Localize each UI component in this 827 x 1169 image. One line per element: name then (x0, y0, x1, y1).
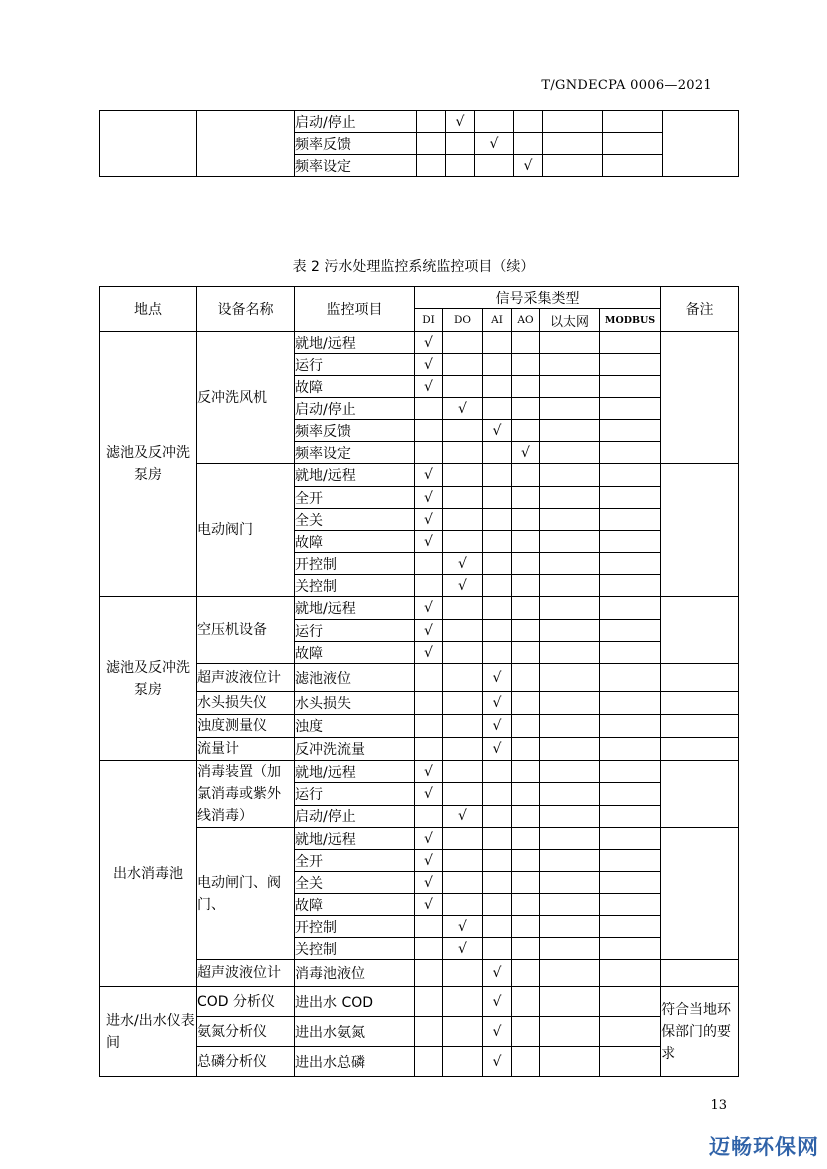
device-cell (197, 111, 295, 177)
signal-cell (475, 155, 514, 177)
signal-cell (512, 575, 540, 597)
signal-cell (512, 828, 540, 850)
signal-cell (540, 1017, 600, 1047)
signal-cell: √ (415, 620, 443, 642)
signal-cell (543, 111, 603, 133)
signal-cell (415, 987, 443, 1017)
signal-cell (540, 575, 600, 597)
signal-cell (540, 487, 600, 509)
device-cell: 超声波液位计 (197, 664, 295, 692)
page-number: 13 (710, 1098, 727, 1113)
header-signal-modbus: MODBUS (600, 309, 661, 332)
signal-cell (483, 464, 512, 487)
signal-cell (540, 398, 600, 420)
monitor-item: 频率设定 (295, 155, 417, 177)
monitor-item: 开控制 (295, 553, 415, 575)
signal-cell (600, 509, 661, 531)
monitor-item: 进出水总磷 (295, 1047, 415, 1077)
monitor-item: 关控制 (295, 938, 415, 960)
signal-cell (600, 376, 661, 398)
monitor-item: 故障 (295, 894, 415, 916)
signal-cell (512, 916, 540, 938)
signal-cell (600, 1017, 661, 1047)
signal-cell: √ (475, 133, 514, 155)
device-cell: 电动阀门 (197, 464, 295, 597)
signal-cell (540, 715, 600, 738)
signal-cell (415, 805, 443, 827)
signal-cell: √ (483, 692, 512, 715)
monitor-item: 全开 (295, 850, 415, 872)
table-row (100, 111, 739, 133)
signal-cell (540, 783, 600, 805)
signal-cell (600, 828, 661, 850)
signal-cell: √ (483, 715, 512, 738)
signal-cell (483, 620, 512, 642)
monitor-item: 运行 (295, 354, 415, 376)
signal-cell (446, 155, 475, 177)
signal-cell (540, 850, 600, 872)
signal-cell (600, 894, 661, 916)
signal-cell: √ (514, 155, 543, 177)
signal-cell (603, 155, 663, 177)
signal-cell (483, 575, 512, 597)
monitor-item: 开控制 (295, 916, 415, 938)
signal-cell (443, 960, 483, 987)
signal-cell (443, 894, 483, 916)
signal-cell: √ (443, 398, 483, 420)
signal-cell (540, 692, 600, 715)
signal-cell: √ (483, 987, 512, 1017)
signal-cell (600, 553, 661, 575)
header-item: 监控项目 (295, 287, 415, 332)
signal-cell (417, 155, 446, 177)
signal-cell (417, 133, 446, 155)
signal-cell (603, 111, 663, 133)
signal-cell (543, 133, 603, 155)
monitor-item: 消毒池液位 (295, 960, 415, 987)
signal-cell (540, 960, 600, 987)
signal-cell (443, 420, 483, 442)
signal-cell: √ (443, 938, 483, 960)
signal-cell: √ (415, 376, 443, 398)
signal-cell (512, 464, 540, 487)
signal-cell: √ (483, 1017, 512, 1047)
signal-cell (415, 1047, 443, 1077)
signal-cell (443, 692, 483, 715)
signal-cell (543, 155, 603, 177)
signal-cell (512, 692, 540, 715)
monitor-item: 水头损失 (295, 692, 415, 715)
signal-cell (483, 398, 512, 420)
device-cell: 超声波液位计 (197, 960, 295, 987)
signal-cell (443, 354, 483, 376)
monitor-item: 频率反馈 (295, 133, 417, 155)
signal-cell (600, 960, 661, 987)
signal-cell (415, 575, 443, 597)
signal-cell (415, 916, 443, 938)
monitor-item: 频率设定 (295, 442, 415, 464)
signal-cell (600, 420, 661, 442)
signal-cell (475, 111, 514, 133)
monitor-item: 滤池液位 (295, 664, 415, 692)
signal-cell (512, 487, 540, 509)
note-cell (661, 664, 739, 692)
signal-cell (512, 872, 540, 894)
signal-cell (600, 642, 661, 664)
signal-cell (483, 553, 512, 575)
signal-cell (483, 761, 512, 783)
table-row (100, 761, 739, 783)
note-cell (661, 597, 739, 664)
monitor-item: 故障 (295, 531, 415, 553)
signal-cell: √ (415, 332, 443, 354)
note-cell (661, 464, 739, 597)
signal-cell (540, 894, 600, 916)
signal-cell (483, 894, 512, 916)
signal-cell (512, 805, 540, 827)
signal-cell (540, 938, 600, 960)
signal-cell (600, 692, 661, 715)
signal-cell (512, 398, 540, 420)
signal-cell (512, 1017, 540, 1047)
signal-cell (512, 376, 540, 398)
monitor-item: 进出水氨氮 (295, 1017, 415, 1047)
signal-cell (483, 509, 512, 531)
signal-cell (512, 332, 540, 354)
location-cell (100, 111, 197, 177)
device-cell: 消毒装置（加氯消毒或紫外线消毒） (197, 761, 295, 828)
monitoring-items-table (99, 286, 739, 1077)
note-cell: 符合当地环保部门的要求 (661, 987, 739, 1077)
signal-cell (483, 872, 512, 894)
signal-cell (603, 133, 663, 155)
signal-cell (600, 354, 661, 376)
signal-cell (512, 664, 540, 692)
signal-cell (600, 442, 661, 464)
signal-cell (600, 938, 661, 960)
signal-cell (443, 531, 483, 553)
signal-cell (600, 872, 661, 894)
monitor-item: 就地/远程 (295, 828, 415, 850)
header-signal-ai: AI (483, 309, 512, 332)
monitor-item: 进出水 COD (295, 987, 415, 1017)
signal-cell: √ (415, 487, 443, 509)
header-signal-do: DO (443, 309, 483, 332)
signal-cell (415, 442, 443, 464)
device-cell: 水头损失仪 (197, 692, 295, 715)
signal-cell (540, 376, 600, 398)
signal-cell (600, 715, 661, 738)
signal-cell: √ (443, 553, 483, 575)
monitor-item: 关控制 (295, 575, 415, 597)
signal-cell (512, 1047, 540, 1077)
signal-cell (443, 664, 483, 692)
signal-cell: √ (483, 420, 512, 442)
table-row (100, 597, 739, 620)
signal-cell: √ (415, 354, 443, 376)
signal-cell: √ (443, 805, 483, 827)
signal-cell (512, 620, 540, 642)
device-cell: 氨氮分析仪 (197, 1017, 295, 1047)
signal-cell: √ (415, 597, 443, 620)
signal-cell: √ (415, 894, 443, 916)
signal-cell: √ (415, 761, 443, 783)
signal-cell: √ (415, 531, 443, 553)
signal-cell: √ (512, 442, 540, 464)
header-signal-di: DI (415, 309, 443, 332)
signal-cell (540, 1047, 600, 1077)
device-cell: 反冲洗风机 (197, 332, 295, 464)
document-code: T/GNDECPA 0006—2021 (541, 78, 712, 93)
note-cell (661, 828, 739, 960)
signal-cell (483, 376, 512, 398)
header-signal-ethernet: 以太网 (540, 309, 600, 332)
signal-cell: √ (415, 783, 443, 805)
signal-cell (512, 531, 540, 553)
signal-cell: √ (415, 642, 443, 664)
signal-cell: √ (443, 916, 483, 938)
signal-cell (483, 442, 512, 464)
header-signal-ao: AO (512, 309, 540, 332)
signal-cell (540, 987, 600, 1017)
signal-cell: √ (415, 850, 443, 872)
signal-cell (512, 938, 540, 960)
device-cell: 浊度测量仪 (197, 715, 295, 738)
signal-cell (483, 850, 512, 872)
signal-cell (540, 738, 600, 761)
signal-cell (483, 487, 512, 509)
table-continuation-top (99, 110, 739, 177)
signal-cell (600, 464, 661, 487)
signal-cell (540, 332, 600, 354)
signal-cell (512, 960, 540, 987)
signal-cell (443, 850, 483, 872)
signal-cell (483, 597, 512, 620)
note-cell (661, 960, 739, 987)
signal-cell (512, 783, 540, 805)
monitor-item: 反冲洗流量 (295, 738, 415, 761)
signal-cell (540, 805, 600, 827)
note-cell (663, 111, 739, 177)
signal-cell: √ (415, 828, 443, 850)
signal-cell (600, 664, 661, 692)
monitor-item: 全开 (295, 487, 415, 509)
header-signal-group: 信号采集类型 (415, 287, 661, 309)
location-cell: 滤池及反冲洗泵房 (100, 332, 197, 597)
note-cell (661, 692, 739, 715)
signal-cell (512, 420, 540, 442)
signal-cell: √ (483, 1047, 512, 1077)
monitor-item: 运行 (295, 620, 415, 642)
watermark-logo: 迈畅环保网 (709, 1135, 819, 1159)
location-cell: 出水消毒池 (100, 761, 197, 987)
signal-cell (443, 987, 483, 1017)
monitor-item: 浊度 (295, 715, 415, 738)
monitor-item: 启动/停止 (295, 111, 417, 133)
signal-cell (483, 332, 512, 354)
signal-cell (483, 783, 512, 805)
signal-cell (512, 761, 540, 783)
signal-cell (512, 597, 540, 620)
signal-cell (483, 916, 512, 938)
signal-cell: √ (483, 738, 512, 761)
signal-cell (540, 464, 600, 487)
signal-cell (512, 354, 540, 376)
monitor-item: 全关 (295, 872, 415, 894)
note-cell (661, 738, 739, 761)
signal-cell (540, 420, 600, 442)
signal-cell (443, 642, 483, 664)
signal-cell (512, 509, 540, 531)
signal-cell (600, 531, 661, 553)
signal-cell (443, 738, 483, 761)
signal-cell (540, 442, 600, 464)
signal-cell: √ (443, 575, 483, 597)
header-location: 地点 (100, 287, 197, 332)
signal-cell (600, 597, 661, 620)
header-device: 设备名称 (197, 287, 295, 332)
signal-cell (443, 620, 483, 642)
note-cell (661, 332, 739, 464)
device-cell: 空压机设备 (197, 597, 295, 664)
signal-cell (600, 987, 661, 1017)
monitor-item: 故障 (295, 376, 415, 398)
location-cell: 滤池及反冲洗泵房 (100, 597, 197, 761)
signal-cell (415, 664, 443, 692)
signal-cell: √ (415, 464, 443, 487)
monitor-item: 运行 (295, 783, 415, 805)
signal-cell (540, 509, 600, 531)
monitor-item: 故障 (295, 642, 415, 664)
signal-cell (483, 531, 512, 553)
signal-cell (540, 597, 600, 620)
signal-cell (483, 354, 512, 376)
signal-cell (600, 916, 661, 938)
signal-cell (443, 464, 483, 487)
signal-cell (514, 111, 543, 133)
signal-cell (512, 553, 540, 575)
signal-cell (443, 1047, 483, 1077)
signal-cell (443, 487, 483, 509)
signal-cell (540, 828, 600, 850)
signal-cell (600, 1047, 661, 1077)
signal-cell (415, 398, 443, 420)
signal-cell (415, 420, 443, 442)
signal-cell: √ (483, 960, 512, 987)
signal-cell (415, 738, 443, 761)
signal-cell (443, 715, 483, 738)
monitor-item: 就地/远程 (295, 332, 415, 354)
signal-cell (600, 783, 661, 805)
signal-cell (512, 738, 540, 761)
signal-cell (415, 553, 443, 575)
signal-cell (443, 828, 483, 850)
monitor-item: 启动/停止 (295, 805, 415, 827)
signal-cell (600, 850, 661, 872)
signal-cell (443, 597, 483, 620)
device-cell: COD 分析仪 (197, 987, 295, 1017)
signal-cell (443, 761, 483, 783)
signal-cell (600, 738, 661, 761)
signal-cell (443, 1017, 483, 1047)
header-note: 备注 (661, 287, 739, 332)
signal-cell (600, 761, 661, 783)
signal-cell (540, 664, 600, 692)
signal-cell (512, 642, 540, 664)
note-cell (661, 715, 739, 738)
signal-cell: √ (483, 664, 512, 692)
device-cell: 总磷分析仪 (197, 1047, 295, 1077)
monitor-item: 启动/停止 (295, 398, 415, 420)
signal-cell (600, 332, 661, 354)
signal-cell (600, 805, 661, 827)
signal-cell (415, 1017, 443, 1047)
signal-cell (540, 620, 600, 642)
table-row (100, 987, 739, 1017)
signal-cell (512, 850, 540, 872)
signal-cell (483, 805, 512, 827)
table-row (100, 332, 739, 354)
signal-cell (540, 872, 600, 894)
signal-cell: √ (415, 872, 443, 894)
signal-cell: √ (415, 509, 443, 531)
signal-cell (415, 715, 443, 738)
signal-cell (600, 575, 661, 597)
table-caption: 表 2 污水处理监控系统监控项目（续） (292, 259, 535, 275)
signal-cell (540, 916, 600, 938)
signal-cell (540, 553, 600, 575)
signal-cell (446, 133, 475, 155)
monitor-item: 频率反馈 (295, 420, 415, 442)
signal-cell (600, 620, 661, 642)
note-cell (661, 761, 739, 828)
signal-cell (443, 509, 483, 531)
monitor-item: 就地/远程 (295, 761, 415, 783)
monitor-item: 就地/远程 (295, 597, 415, 620)
signal-cell (540, 354, 600, 376)
signal-cell (540, 642, 600, 664)
monitor-item: 就地/远程 (295, 464, 415, 487)
signal-cell (443, 872, 483, 894)
signal-cell (443, 783, 483, 805)
signal-cell (540, 761, 600, 783)
signal-cell (512, 894, 540, 916)
monitor-item: 全关 (295, 509, 415, 531)
signal-cell (600, 487, 661, 509)
signal-cell (415, 938, 443, 960)
signal-cell (540, 531, 600, 553)
signal-cell (512, 715, 540, 738)
signal-cell (417, 111, 446, 133)
device-cell: 电动闸门、阀门、 (197, 828, 295, 960)
signal-cell (443, 332, 483, 354)
signal-cell (512, 987, 540, 1017)
signal-cell (443, 376, 483, 398)
signal-cell (443, 442, 483, 464)
signal-cell: √ (446, 111, 475, 133)
signal-cell (415, 692, 443, 715)
device-cell: 流量计 (197, 738, 295, 761)
signal-cell (483, 642, 512, 664)
signal-cell (483, 938, 512, 960)
signal-cell (514, 133, 543, 155)
signal-cell (415, 960, 443, 987)
signal-cell (483, 828, 512, 850)
signal-cell (600, 398, 661, 420)
location-cell: 进水/出水仪表间 (100, 987, 197, 1077)
